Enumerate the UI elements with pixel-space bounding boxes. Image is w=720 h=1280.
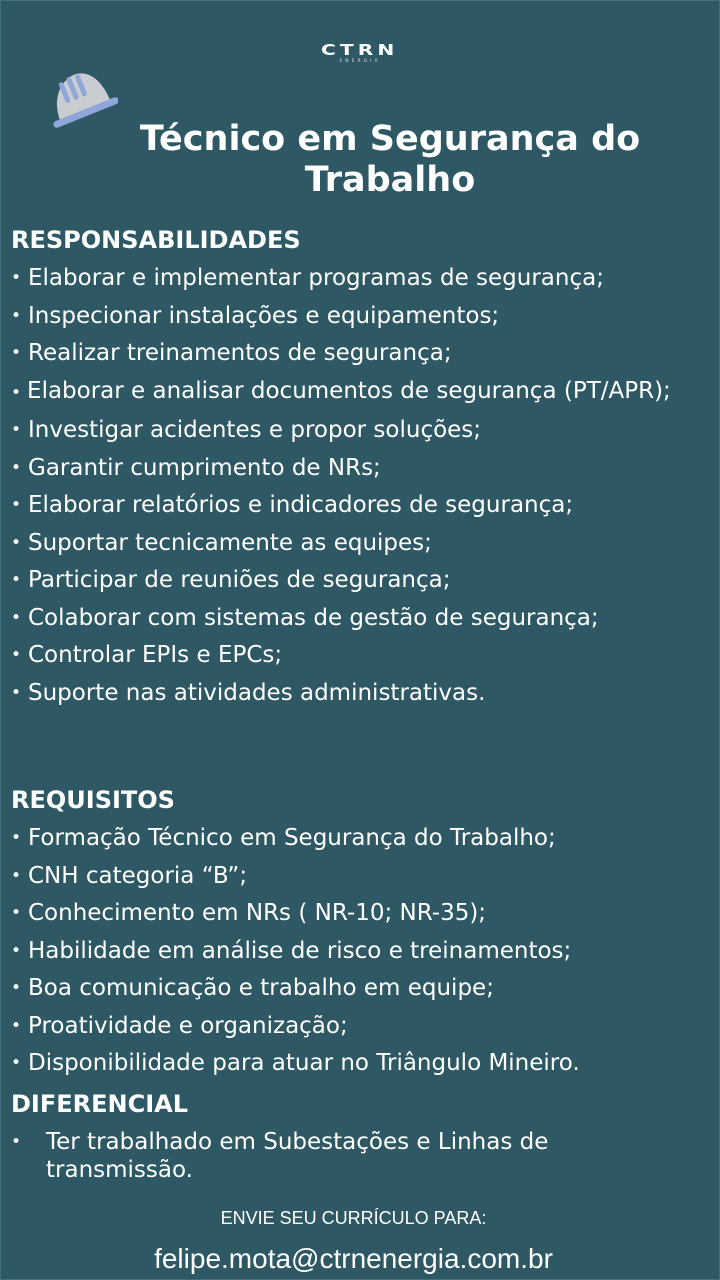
list-item: • Investigar acidentes e propor soluções;: [11, 416, 711, 444]
logo-brand: CTRN: [321, 41, 399, 59]
list-item: • Disponibilidade para atuar no Triângulo Mineiro.: [11, 1049, 711, 1077]
list-item: • Elaborar relatórios e indicadores de segurança;: [11, 491, 711, 519]
list-item: • Habilidade em análise de risco e treinamentos;: [11, 937, 711, 965]
list-item: • Proatividade e organização;: [11, 1012, 711, 1040]
list-item: • Colaborar com sistemas de gestão de segurança;: [11, 604, 711, 632]
list-item: • Garantir cumprimento de NRs;: [11, 454, 711, 482]
bullet-icon: •: [11, 1132, 22, 1152]
list-item: • Inspecionar instalações e equipamentos;: [11, 302, 711, 330]
ctrn-logo: [0, 40, 720, 64]
page-title: Técnico em Segurança do Trabalho: [139, 119, 641, 200]
list-item: • Formação Técnico em Segurança do Trabalho;: [11, 824, 711, 852]
list-item: • CNH categoria “B”;: [11, 862, 711, 890]
list-item: • Boa comunicação e trabalho em equipe;: [11, 974, 711, 1002]
responsabilidades-heading: RESPONSABILIDADES: [11, 226, 301, 254]
list-item: • Suporte nas atividades administrativas.: [11, 679, 711, 707]
list-item: • Elaborar e implementar programas de segurança;: [11, 264, 711, 292]
contact-email[interactable]: felipe.mota@ctrnenergia.com.br: [154, 1243, 553, 1274]
diferencial-heading: DIFERENCIAL: [11, 1090, 189, 1118]
requisitos-heading: REQUISITOS: [11, 786, 175, 814]
list-item: • Controlar EPIs e EPCs;: [11, 641, 711, 669]
responsabilidades-list: [11, 264, 711, 716]
list-item: • Conhecimento em NRs ( NR-10; NR-35);: [11, 899, 711, 927]
list-item: • Elaborar e analisar documentos de segurança (PT/APR);: [11, 377, 711, 407]
logo-subtitle: ENERGIA: [339, 59, 381, 64]
diferencial-text: Ter trabalhado em Subestações e Linhas de transmissão.: [46, 1129, 549, 1183]
list-item: • Realizar treinamentos de segurança;: [11, 339, 711, 367]
list-item: • Participar de reuniões de segurança;: [11, 566, 711, 594]
requisitos-list: [11, 824, 711, 1087]
list-item: • Suportar tecnicamente as equipes;: [11, 529, 711, 557]
send-resume-label: ENVIE SEU CURRÍCULO PARA:: [220, 1208, 487, 1228]
